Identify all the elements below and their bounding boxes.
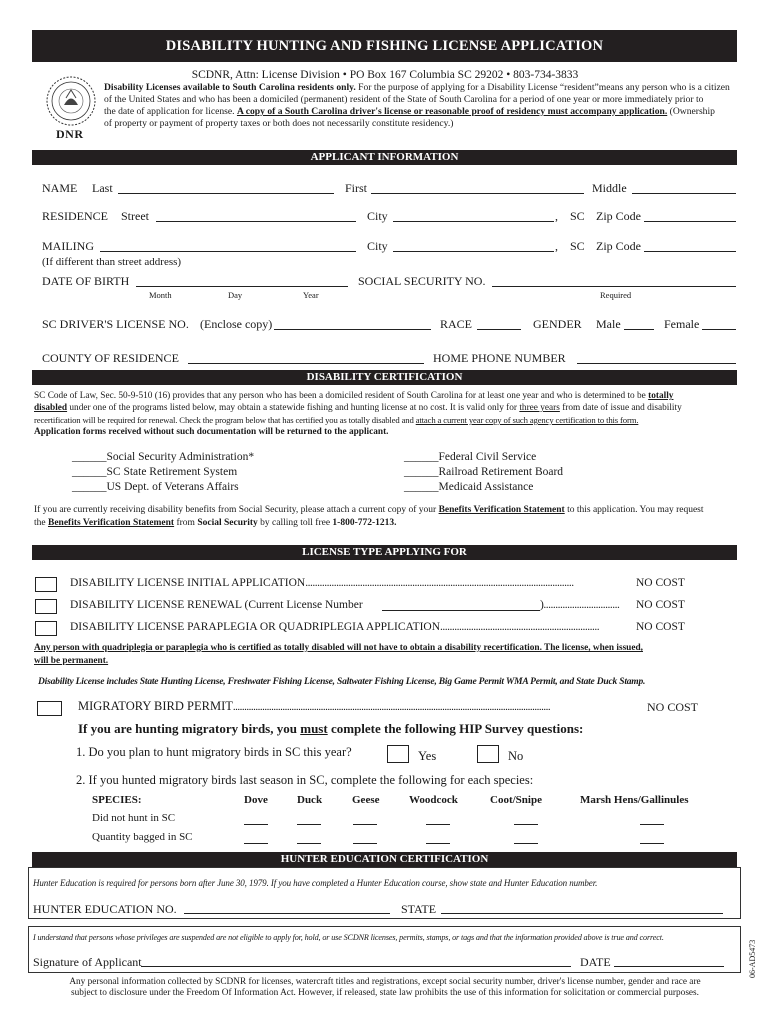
programs-left xyxy=(72,450,254,495)
geese-bagged-field[interactable] xyxy=(353,843,377,844)
ssn-required: Required xyxy=(600,290,632,300)
intro-bold: Disability Licenses available to South Carolina residents only. xyxy=(104,82,356,93)
sc-label: SC xyxy=(570,209,585,223)
program-item[interactable]: ______Social Security Administration* xyxy=(72,451,255,463)
program-item[interactable]: ______Railroad Retirement Board xyxy=(404,466,564,478)
p4: Application forms received without such documentation will be returned to the applicant. xyxy=(34,427,389,437)
section-disability: DISABILITY CERTIFICATION xyxy=(32,370,737,385)
migratory-checkbox[interactable] xyxy=(37,701,62,716)
phone-field[interactable] xyxy=(577,363,736,364)
ss2u: Benefits Verification Statement xyxy=(47,517,175,528)
hip-q2: 2. If you hunted migratory birds last season in SC, complete the following for each species: xyxy=(76,773,534,787)
species-dove: Dove xyxy=(244,794,268,806)
program-item[interactable]: ______US Dept. of Veterans Affairs xyxy=(72,481,239,493)
ss2c: Social Security xyxy=(197,517,258,528)
section-applicant: APPLICANT INFORMATION xyxy=(32,150,737,165)
female-field[interactable] xyxy=(702,329,736,330)
month-label: Month xyxy=(149,290,172,300)
residence-zip-field[interactable] xyxy=(644,221,736,222)
intro-3b: (Ownership xyxy=(667,106,715,117)
duck-bagged-field[interactable] xyxy=(297,843,321,844)
date-field[interactable] xyxy=(614,966,724,967)
p3u: attach a current year copy of such agency certification to this form. xyxy=(415,415,639,425)
first-name-field[interactable] xyxy=(371,193,584,194)
ss2d: by calling toll free xyxy=(257,517,333,528)
ssn-label: SOCIAL SECURITY NO. xyxy=(358,274,486,288)
county-label: COUNTY OF RESIDENCE xyxy=(42,351,179,365)
paraplegia-label: DISABILITY LICENSE PARAPLEGIA OR QUADRIPLEGIA APPLICATION................................................................... xyxy=(70,621,600,633)
ss1b: to this application. You may request xyxy=(564,505,704,515)
no-label: No xyxy=(508,749,524,763)
program-item[interactable]: ______Medicaid Assistance xyxy=(404,481,534,493)
ss2b: from xyxy=(174,517,198,528)
signature-field[interactable] xyxy=(141,966,571,967)
mailing-city-label: City xyxy=(367,239,388,253)
p2u2: three years xyxy=(519,403,560,413)
p2b: from date of issue and disability xyxy=(559,403,682,413)
no-checkbox[interactable] xyxy=(477,745,499,763)
p2a: under one of the programs listed below, may obtain a statewide fishing and hunting license at no cost. It is valid only for xyxy=(67,403,520,413)
includes-note: Disability License includes State Hunting License, Freshwater Fishing License, Saltwater Fishing License, Big Game Permit WMA Permit, and State Duck Stamp. xyxy=(38,677,646,687)
year-label: Year xyxy=(303,290,319,300)
name-label: NAME xyxy=(42,181,78,195)
duck-not-hunt-field[interactable] xyxy=(297,824,321,825)
migratory-cost: NO COST xyxy=(647,700,699,714)
row-not-hunt: Did not hunt in SC xyxy=(92,812,176,824)
species-label: SPECIES: xyxy=(92,794,142,806)
signature-statement: I understand that persons whose privileges are suspended are not eligible to apply for, hold, or use SCDNR licenses, permits, stamps, or tags and that the information provided above is true and correct. xyxy=(33,933,664,942)
ss1a: If you are currently receiving disability benefits from Social Security, please attach a current copy of your xyxy=(34,505,439,515)
initial-cost: NO COST xyxy=(636,577,685,589)
last-name-field[interactable] xyxy=(118,193,334,194)
dob-label: DATE OF BIRTH xyxy=(42,274,130,288)
female-label: Female xyxy=(664,317,700,331)
mailing-zip-field[interactable] xyxy=(644,251,736,252)
paraplegia-checkbox[interactable] xyxy=(35,621,57,636)
p1u: totally xyxy=(648,391,674,401)
dove-bagged-field[interactable] xyxy=(244,843,268,844)
residence-city-field[interactable] xyxy=(393,221,554,222)
hunter-number-field[interactable] xyxy=(184,913,390,914)
initial-label: DISABILITY LICENSE INITIAL APPLICATION................................................................................................................. xyxy=(70,577,574,589)
hunter-state-label: STATE xyxy=(401,902,437,916)
section-license: LICENSE TYPE APPLYING FOR xyxy=(32,545,737,560)
dl-field[interactable] xyxy=(274,329,431,330)
woodcock-not-hunt-field[interactable] xyxy=(426,824,450,825)
form-title: DISABILITY HUNTING AND FISHING LICENSE APPLICATION xyxy=(32,30,737,62)
male-label: Male xyxy=(596,317,621,331)
address-line: SCDNR, Attn: License Division • PO Box 167 Columbia SC 29202 • 803-734-3833 xyxy=(191,69,579,81)
mailing-street-field[interactable] xyxy=(100,251,356,252)
ss-paragraph xyxy=(34,504,744,529)
species-coot: Coot/Snipe xyxy=(490,794,542,806)
intro-3u: A copy of a South Carolina driver's license or reasonable proof of residency must accompany application. xyxy=(236,106,668,117)
geese-not-hunt-field[interactable] xyxy=(353,824,377,825)
mailing-zip-label: Zip Code xyxy=(596,239,641,253)
mailing-label: MAILING xyxy=(42,239,94,253)
first-label: First xyxy=(345,181,368,195)
residence-street-field[interactable] xyxy=(156,221,356,222)
middle-label: Middle xyxy=(592,181,627,195)
date-label: DATE xyxy=(580,955,611,969)
comma: , xyxy=(555,239,558,253)
woodcock-bagged-field[interactable] xyxy=(426,843,450,844)
permanent-note xyxy=(34,642,744,668)
program-item[interactable]: ______Federal Civil Service xyxy=(404,451,537,463)
dove-not-hunt-field[interactable] xyxy=(244,824,268,825)
logo-text: DNR xyxy=(56,127,84,141)
section-hunter: HUNTER EDUCATION CERTIFICATION xyxy=(32,852,737,867)
disability-paragraph xyxy=(34,390,744,438)
signature-label: Signature of Applicant xyxy=(33,955,142,969)
intro-1: For the purpose of applying for a Disability License “resident”means any person who is a citizen xyxy=(355,82,730,93)
gender-label: GENDER xyxy=(533,317,582,331)
initial-checkbox[interactable] xyxy=(35,577,57,592)
marsh-bagged-field[interactable] xyxy=(640,843,664,844)
middle-name-field[interactable] xyxy=(632,193,736,194)
hip-heading: If you are hunting migratory birds, you must complete the following HIP Survey questions: xyxy=(78,721,584,736)
renewal-number-field[interactable] xyxy=(382,610,540,611)
ss2e: 1-800-772-1213. xyxy=(332,517,397,528)
dob-field[interactable] xyxy=(136,286,348,287)
p3a: recertification will be required for renewal. Check the program below that has certified you as totally disabled and xyxy=(34,415,416,425)
county-field[interactable] xyxy=(188,363,424,364)
species-marsh: Marsh Hens/Gallinules xyxy=(580,794,689,806)
programs-right xyxy=(404,450,563,495)
mailing-note: (If different than street address) xyxy=(42,256,182,268)
city-label: City xyxy=(367,209,388,223)
migratory-label: MIGRATORY BIRD PERMIT............................................................................................................................................. xyxy=(78,699,551,713)
ss1u: Benefits Verification Statement xyxy=(438,505,565,515)
male-field[interactable] xyxy=(624,329,654,330)
hunter-state-field[interactable] xyxy=(441,913,723,914)
yes-checkbox[interactable] xyxy=(387,745,409,763)
note2: will be permanent. xyxy=(34,656,109,666)
intro-3a: the date of application for license. xyxy=(104,106,237,117)
marsh-not-hunt-field[interactable] xyxy=(640,824,664,825)
ssn-field[interactable] xyxy=(492,286,736,287)
zip-label: Zip Code xyxy=(596,209,641,223)
renewal-dots: )................................ xyxy=(540,599,620,611)
race-field[interactable] xyxy=(477,329,521,330)
hunter-number-label: HUNTER EDUCATION NO. xyxy=(33,902,177,916)
hunter-note: Hunter Education is required for persons born after June 30, 1979. If you have completed a Hunter Education course, show state and Hunter Education number. xyxy=(33,878,598,888)
p1a: SC Code of Law, Sec. 50-9-510 (16) provides that any person who has been a domiciled resident of South Carolina for at least one year and who is determined to be xyxy=(34,391,649,401)
species-duck: Duck xyxy=(297,794,323,806)
street-label: Street xyxy=(121,209,149,223)
day-label: Day xyxy=(228,290,243,300)
form-id: 06-AD5473 xyxy=(748,939,757,978)
race-label: RACE xyxy=(440,317,473,331)
comma: , xyxy=(555,209,558,223)
renewal-label: DISABILITY LICENSE RENEWAL (Current License Number xyxy=(70,599,363,611)
footer xyxy=(0,977,770,999)
renewal-checkbox[interactable] xyxy=(35,599,57,614)
footer-line-1: Any personal information collected by SCDNR for licenses, watercraft titles and registrations, except social security number, driver's license number, gender and race are xyxy=(69,977,701,987)
dnr-seal-logo xyxy=(44,72,98,142)
intro-paragraph xyxy=(104,82,744,130)
species-geese: Geese xyxy=(352,794,380,806)
row-bagged: Quantity bagged in SC xyxy=(92,831,193,843)
mailing-sc-label: SC xyxy=(570,239,585,253)
coot-not-hunt-field[interactable] xyxy=(514,824,538,825)
ss2a: the xyxy=(34,517,48,528)
phone-label: HOME PHONE NUMBER xyxy=(433,351,566,365)
mailing-city-field[interactable] xyxy=(393,251,554,252)
program-item[interactable]: ______SC State Retirement System xyxy=(72,466,238,478)
coot-bagged-field[interactable] xyxy=(514,843,538,844)
paraplegia-cost: NO COST xyxy=(636,621,685,633)
intro-2: of the United States and who has been a domiciled (permanent) resident of the State of South Carolina for a period of one year or more immediately prior to xyxy=(104,94,704,105)
dl-label: SC DRIVER'S LICENSE NO. xyxy=(42,317,189,331)
hip-q1: 1. Do you plan to hunt migratory birds in SC this year? xyxy=(76,745,352,759)
yes-label: Yes xyxy=(418,749,437,763)
footer-line-2: subject to disclosure under the Freedom Of Information Act. However, if released, state law prohibits the use of this information for solicitation or commercial purposes. xyxy=(70,988,700,998)
species-woodcock: Woodcock xyxy=(409,794,458,806)
residence-label: RESIDENCE xyxy=(42,209,108,223)
enclose-label: (Enclose copy) xyxy=(200,317,273,331)
renewal-cost: NO COST xyxy=(636,599,685,611)
intro-4: of property or payment of property taxes or both does not necessarily constitute residency.) xyxy=(104,118,454,129)
last-label: Last xyxy=(92,181,113,195)
p2u: disabled xyxy=(34,403,68,413)
note1: Any person with quadriplegia or paraplegia who is certified as totally disabled will not have to obtain a disability recertification. The license, when issued, xyxy=(34,643,643,653)
